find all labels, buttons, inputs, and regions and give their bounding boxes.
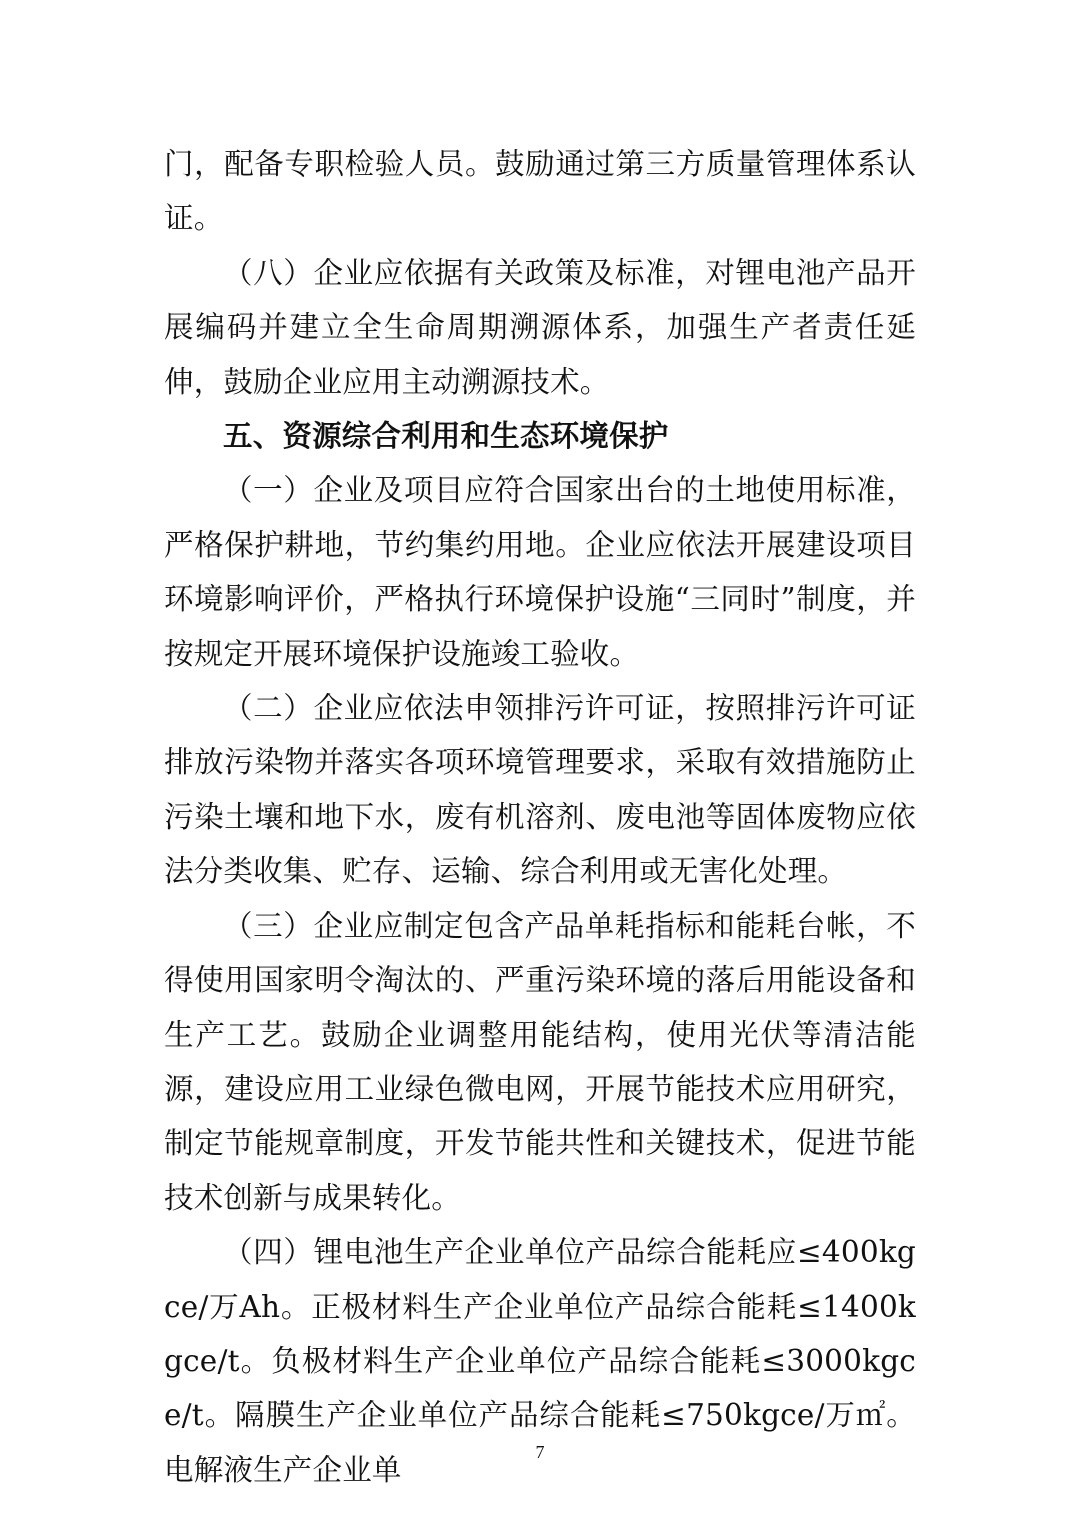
- paragraph-item-4: （四）锂电池生产企业单位产品综合能耗应≤400kgce/万Ah。正极材料生产企业单位产品综合能耗≤1400kgce/t。负极材料生产企业单位产品综合能耗≤3000kgce/t。隔膜生产企业单位产品综合能耗≤750kgce/万㎡。电解液生产企业单: [164, 1235, 916, 1487]
- page-number: 7: [535, 1442, 545, 1462]
- document-body: [164, 137, 916, 1497]
- paragraph-item-8: （八）企业应依据有关政策及标准，对锂电池产品开展编码并建立全生命周期溯源体系，加强生产者责任延伸，鼓励企业应用主动溯源技术。: [164, 255, 916, 399]
- paragraph-item-2: （二）企业应依法申领排污许可证，按照排污许可证排放污染物并落实各项环境管理要求，采取有效措施防止污染土壤和地下水，废有机溶剂、废电池等固体废物应依法分类收集、贮存、运输、综合利用或无害化处理。: [164, 691, 916, 889]
- paragraph-item-3: （三）企业应制定包含产品单耗指标和能耗台帐，不得使用国家明令淘汰的、严重污染环境的落后用能设备和生产工艺。鼓励企业调整用能结构，使用光伏等清洁能源，建设应用工业绿色微电网，开展节能技术应用研究，制定节能规章制度，开发节能共性和关键技术，促进节能技术创新与成果转化。: [164, 908, 916, 1215]
- paragraph-continued: 门，配备专职检验人员。鼓励通过第三方质量管理体系认证。: [164, 147, 916, 236]
- paragraph-item-1: （一）企业及项目应符合国家出台的土地使用标准，严格保护耕地，节约集约用地。企业应依法开展建设项目环境影响评价，严格执行环境保护设施“三同时”制度，并按规定开展环境保护设施竣工验收。: [164, 473, 916, 671]
- section-heading-5: 五、资源综合利用和生态环境保护: [223, 419, 669, 454]
